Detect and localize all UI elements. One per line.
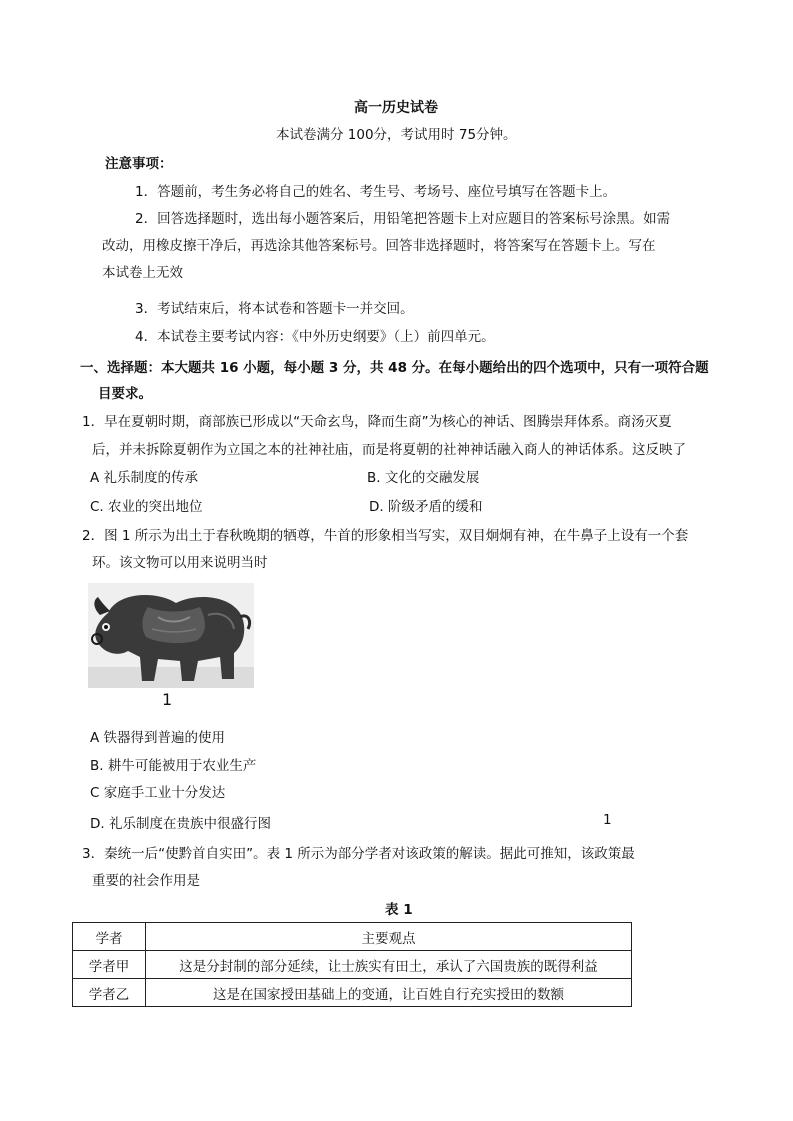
question-3-stem: 3．秦统一后“使黔首自实田”。表 1 所示为部分学者对该政策的解读。据此可推知，该政策最 — [82, 846, 635, 862]
scholar-views-table — [72, 922, 632, 1007]
question-1-stem-cont: 后，并未拆除夏朝作为立国之本的社神社庙，而是将夏朝的社神神话融入商人的神话体系。这反映了 — [92, 442, 686, 458]
question-2-option-a: A 铁器得到普遍的使用 — [90, 730, 226, 746]
notice-heading: 注意事项： — [105, 156, 173, 172]
ox-vessel-figure — [88, 583, 254, 688]
table-row — [73, 951, 632, 979]
table-cell-view: 这是在国家授田基础上的变通，让百姓自行充实授田的数额 — [146, 979, 632, 1007]
notice-item-2-cont2: 本试卷上无效 — [102, 265, 183, 281]
table-header-view: 主要观点 — [146, 923, 632, 951]
page-title: 高一历史试卷 — [354, 100, 438, 116]
question-2-stem: 2．图 1 所示为出土于春秋晚期的牺尊，牛首的形象相当写实，双目炯炯有神，在牛鼻子上设有一个套 — [82, 528, 689, 544]
question-1-option-c: C. 农业的突出地位 — [90, 499, 203, 515]
question-2-option-c: C 家庭手工业十分发达 — [90, 785, 226, 801]
table-row — [73, 979, 632, 1007]
table-header-row — [73, 923, 632, 951]
notice-item-1: 1．答题前，考生务必将自己的姓名、考生号、考场号、座位号填写在答题卡上。 — [135, 184, 617, 200]
notice-item-2-cont: 改动，用橡皮擦干净后，再选涂其他答案标号。回答非选择题时，将答案写在答题卡上。写在 — [102, 238, 656, 254]
table-cell-scholar: 学者乙 — [73, 979, 146, 1007]
question-2-option-b: B. 耕牛可能被用于农业生产 — [90, 758, 257, 774]
section-heading: 一、选择题：本大题共 16 小题，每小题 3 分，共 48 分。在每小题给出的四个选项中，只有一项符合题 — [80, 360, 709, 376]
table-cell-view: 这是分封制的部分延续，让士族实有田土，承认了六国贵族的既得利益 — [146, 951, 632, 979]
page-subtitle: 本试卷满分 100分，考试用时 75分钟。 — [276, 127, 517, 143]
question-1-option-a: A 礼乐制度的传承 — [90, 470, 199, 486]
question-1-option-d: D. 阶级矛盾的缓和 — [369, 499, 483, 515]
figure-number: 1 — [603, 812, 612, 828]
table-caption: 表 1 — [385, 902, 413, 918]
table-header-scholar: 学者 — [73, 923, 146, 951]
table-cell-scholar: 学者甲 — [73, 951, 146, 979]
section-heading-cont: 目要求。 — [98, 386, 152, 402]
question-2-stem-cont: 环。该文物可以用来说明当时 — [92, 555, 268, 571]
notice-item-4: 4．本试卷主要考试内容：《中外历史纲要》（上）前四单元。 — [135, 329, 495, 345]
question-3-stem-cont: 重要的社会作用是 — [92, 873, 200, 889]
question-2-option-d: D. 礼乐制度在贵族中很盛行图 — [90, 816, 271, 832]
question-1-option-b: B. 文化的交融发展 — [367, 470, 480, 486]
question-1-stem: 1．早在夏朝时期，商部族已形成以“天命玄鸟，降而生商”为核心的神话、图腾崇拜体系。商汤灭夏 — [82, 414, 672, 430]
figure-label: 1 — [162, 690, 173, 709]
notice-item-2: 2．回答选择题时，选出每小题答案后，用铅笔把答题卡上对应题目的答案标号涂黑。如需 — [135, 211, 671, 227]
notice-item-3: 3．考试结束后，将本试卷和答题卡一并交回。 — [135, 301, 414, 317]
